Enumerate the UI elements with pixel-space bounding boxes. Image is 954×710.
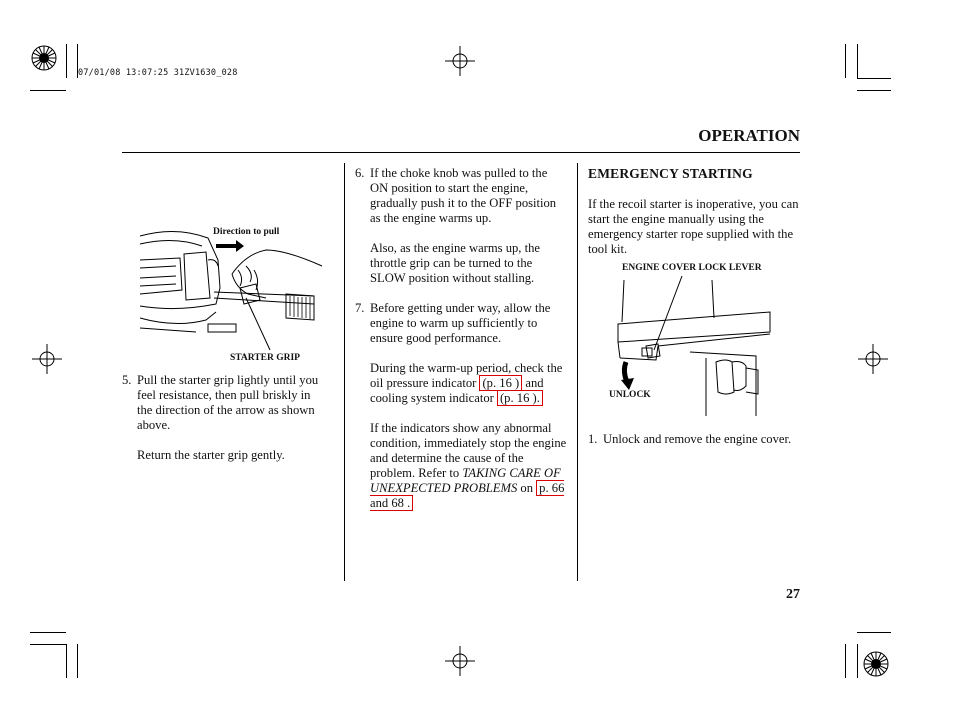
right-column-text <box>588 166 802 257</box>
step-number: 7. <box>355 301 365 315</box>
step-1 <box>588 432 802 447</box>
step-text: Return the starter grip gently. <box>137 448 285 462</box>
step-number: 5. <box>122 373 132 387</box>
text-run: If the indicators show any abnormal condition, immediately stop the engine and determine the cause of the problem. Refer to <box>370 421 567 480</box>
engine-cover-figure <box>606 262 802 422</box>
step-text <box>370 361 567 406</box>
text-run: on <box>520 481 534 495</box>
section-heading: EMERGENCY STARTING <box>588 166 753 181</box>
step-6 <box>355 166 567 286</box>
direction-label: Direction to pull <box>213 227 280 237</box>
right-column-step <box>588 432 802 447</box>
step-number: 6. <box>355 166 365 180</box>
left-column-text <box>122 373 322 463</box>
unlock-label: UNLOCK <box>609 390 651 400</box>
header-rule <box>122 152 800 153</box>
page-link[interactable]: (p. 16 ) <box>479 375 522 391</box>
text-run: During the warm-up period, check the oil pressure indicator <box>370 361 563 390</box>
crosshair-icon <box>858 344 888 374</box>
step-text: Pull the starter grip lightly until you feel resistance, then pull briskly in the direction of the arrow as shown above. <box>137 373 319 432</box>
step-text: If the choke knob was pulled to the ON position to start the engine, gradually push it to the OFF position as the engine warms up. <box>370 166 557 225</box>
print-stamp: 07/01/08 13:07:25 31ZV1630_028 <box>78 68 238 78</box>
step-number: 1. <box>588 432 598 446</box>
starburst-target-icon <box>862 650 890 678</box>
italic-reference: TAKING CARE OF UNEXPECTED PROBLEMS <box>370 466 561 495</box>
crosshair-icon <box>32 344 62 374</box>
step-text: Before getting under way, allow the engine to warm up sufficiently to ensure good performance. <box>370 301 551 345</box>
step-5 <box>122 373 322 463</box>
step-text: Unlock and remove the engine cover. <box>603 432 792 446</box>
page-number: 27 <box>786 587 800 602</box>
column-divider <box>344 163 345 581</box>
section-title: OPERATION <box>698 126 800 145</box>
page-link[interactable]: p. 66 and 68 . <box>370 481 565 510</box>
step-text <box>370 421 567 511</box>
starter-grip-label: STARTER GRIP <box>230 353 300 363</box>
crosshair-icon <box>445 646 475 676</box>
step-text: Also, as the engine warms up, the throttle grip can be turned to the SLOW position without stalling. <box>370 241 540 285</box>
column-divider <box>577 163 578 581</box>
intro-text: If the recoil starter is inoperative, you can start the engine manually using the emergency starter rope supplied with the tool kit. <box>588 197 799 256</box>
crosshair-icon <box>445 46 475 76</box>
starter-grip-figure <box>136 208 326 368</box>
step-7 <box>355 301 567 511</box>
page-link[interactable]: (p. 16 ). <box>497 390 543 406</box>
lock-lever-label: ENGINE COVER LOCK LEVER <box>622 263 762 273</box>
text-run: and cooling system indicator <box>370 376 544 405</box>
middle-column-text <box>355 166 567 511</box>
starburst-target-icon <box>30 44 58 72</box>
